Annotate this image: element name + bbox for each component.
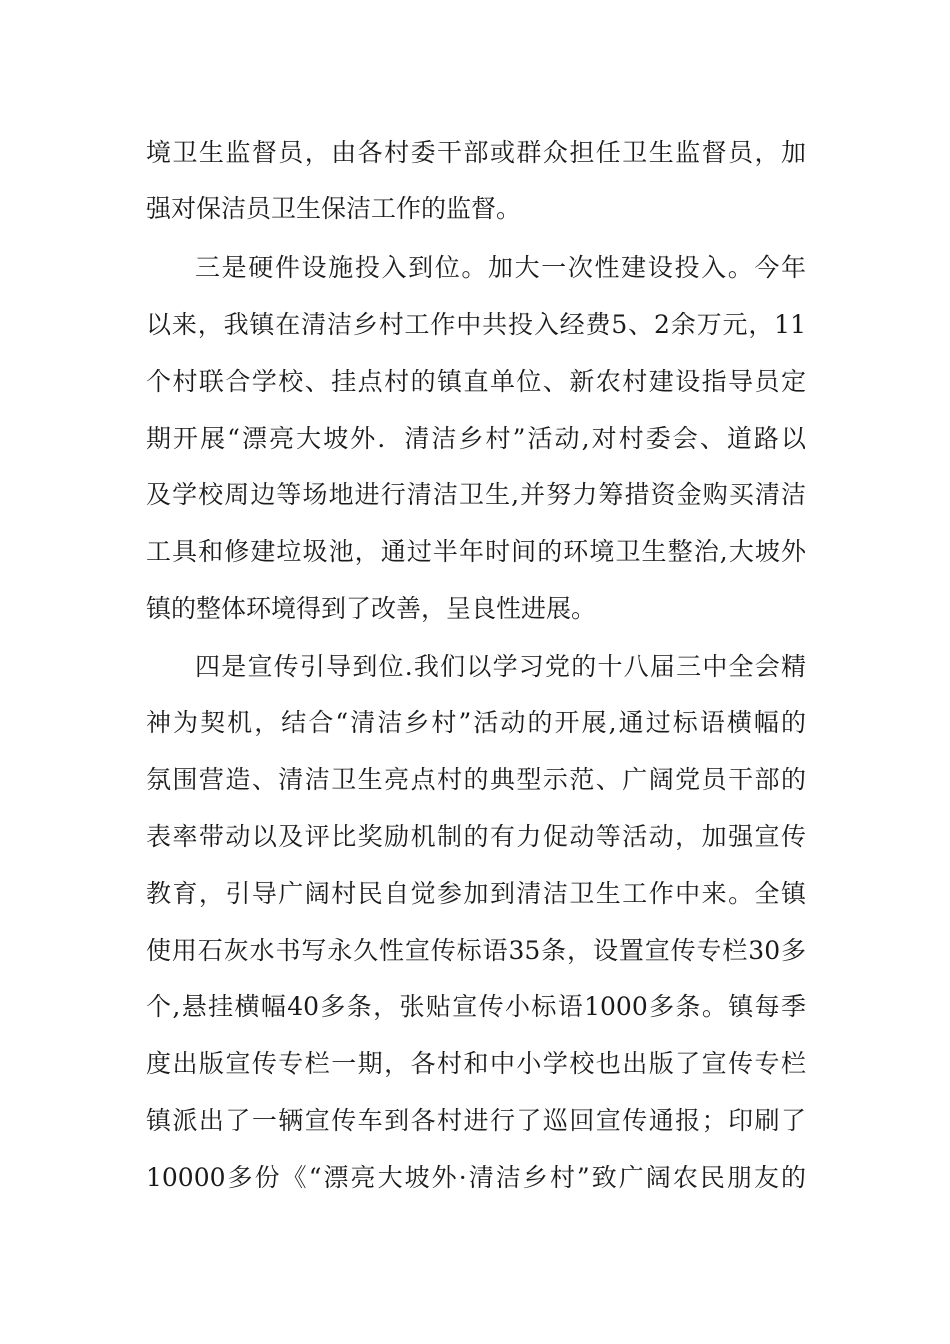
paragraph-3-line-7 <box>0 987 950 1027</box>
text-line: 以来，我镇在清洁乡村工作中共投入经费5、2余万元，11 <box>146 310 806 339</box>
text-line: 神为契机，结合“清洁乡村”活动的开展,通过标语横幅的 <box>146 708 806 737</box>
paragraph-2-line-4 <box>0 419 950 459</box>
text-line: 个,悬挂横幅40多条，张贴宣传小标语1000多条。镇每季 <box>146 992 806 1021</box>
text-line: 境卫生监督员，由各村委干部或群众担任卫生监督员，加 <box>146 138 806 167</box>
paragraph-3-line-5 <box>0 874 950 914</box>
paragraph-2-line-2 <box>0 305 950 345</box>
paragraph-3-line-10 <box>0 1158 950 1198</box>
text-line: 表率带动以及评比奖励机制的有力促动等活动，加强宣传 <box>146 822 806 851</box>
paragraph-3-line-8 <box>0 1044 950 1084</box>
text-line: 镇派出了一辆宣传车到各村进行了巡回宣传通报；印刷了 <box>146 1106 806 1135</box>
paragraph-3-line-3 <box>0 760 950 800</box>
text-line: 10000多份《“漂亮大坡外·清洁乡村”致广阔农民朋友的 <box>146 1163 806 1192</box>
text-line: 期开展“漂亮大坡外．清洁乡村”活动,对村委会、道路以 <box>146 424 806 453</box>
text-line: 个村联合学校、挂点村的镇直单位、新农村建设指导员定 <box>146 367 806 396</box>
text-line: 三是硬件设施投入到位。加大一次性建设投入。今年 <box>195 253 806 282</box>
text-line: 镇的整体环境得到了改善，呈良性进展。 <box>146 594 597 623</box>
text-line: 强对保洁员卫生保洁工作的监督。 <box>146 194 522 223</box>
paragraph-3-line-6 <box>0 931 950 971</box>
paragraph-2-line-3 <box>0 362 950 402</box>
paragraph-1-line-2 <box>0 189 950 229</box>
text-line: 四是宣传引导到位.我们以学习党的十八届三中全会精 <box>195 652 806 681</box>
text-line: 氛围营造、清洁卫生亮点村的典型示范、广阔党员干部的 <box>146 765 806 794</box>
paragraph-1-line-1 <box>0 133 950 173</box>
paragraph-2-line-6 <box>0 532 950 572</box>
paragraph-3-line-4 <box>0 817 950 857</box>
paragraph-2-line-7 <box>0 589 950 629</box>
text-line: 度出版宣传专栏一期，各村和中小学校也出版了宣传专栏 <box>146 1049 806 1078</box>
text-line: 使用石灰水书写永久性宣传标语35条，设置宣传专栏30多 <box>146 936 806 965</box>
text-line: 工具和修建垃圾池，通过半年时间的环境卫生整治,大坡外 <box>146 537 806 566</box>
paragraph-3-line-9 <box>0 1101 950 1141</box>
paragraph-2-line-1 <box>0 248 950 288</box>
text-line: 及学校周边等场地进行清洁卫生,并努力筹措资金购买清洁 <box>146 480 806 509</box>
text-line: 教育，引导广阔村民自觉参加到清洁卫生工作中来。全镇 <box>146 879 806 908</box>
paragraph-3-line-2 <box>0 703 950 743</box>
paragraph-3-line-1 <box>0 647 950 687</box>
paragraph-2-line-5 <box>0 475 950 515</box>
